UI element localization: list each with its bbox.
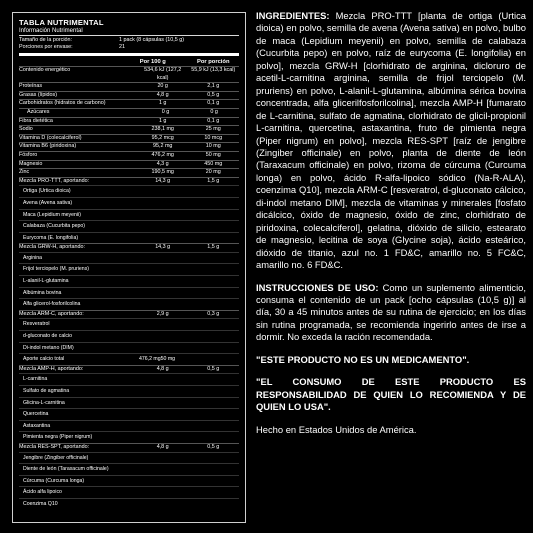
nutrient-name: Azúcares (27, 108, 50, 115)
blend-component: Glicina-L-carnitina (19, 397, 239, 409)
nutrient-name: Vitamina D (colecalciferol) (19, 134, 82, 141)
blend-name: Mezcla AMP-H, aportando: (19, 365, 84, 372)
nutrient-per100: 190,5 mg (151, 169, 174, 176)
blend-component: Maca (Lepidium meyenii) (19, 209, 239, 221)
nutrient-name: Contenido energético (19, 67, 71, 73)
blend-row (19, 243, 239, 252)
blend-component: Cúrcuma (Curcuma longa) (19, 475, 239, 487)
blend-component: d-gluconato de calcio (19, 330, 239, 342)
blend-component: L-carnitina (19, 373, 239, 385)
blend-component: Resveratrol (19, 318, 239, 330)
nutrient-name: Carbohidratos (hidratos de carbono) (19, 100, 106, 107)
blend-perserving: 0,5 g (207, 443, 220, 450)
blend-component (19, 353, 239, 365)
blend-name: Mezcla RES-SPT, aportando: (19, 443, 90, 450)
nutrient-row (19, 108, 239, 117)
blend-row (19, 365, 239, 374)
blend-component: Ortiga (Urtica dioica) (19, 185, 239, 197)
nutrient-per100: 4,8 g (156, 91, 169, 98)
nutrient-per100: 534,6 kJ (127,2 kcal) (144, 67, 182, 81)
servings-value: 21 (119, 44, 125, 50)
col-perserving-header: Por porción (196, 59, 230, 65)
blend-rows (19, 177, 239, 510)
blend-component: Eurycoma (E. longifolia) (19, 232, 239, 244)
table-title: TABLA NUTRIMENTAL (19, 18, 104, 27)
blend-row (19, 177, 239, 186)
nutrient-name: Magnesio (19, 160, 43, 167)
nutrient-row (19, 168, 239, 177)
ingredients-paragraph (256, 10, 526, 272)
blend-component: Di-indol metano (DIM) (19, 342, 239, 354)
blend-component: Ácido alfa lipoico (19, 486, 239, 498)
calcium-per100: 476,2 mg (139, 356, 161, 363)
blend-component: Arginina (19, 252, 239, 264)
usage-text: Como un suplemento alimenticio, consuma el contenido de un pack [ocho cápsulas (10,5 g)] al día, 30 a 45 minutos antes de su rutina de ejercicio; en los días sin rutina programada, se recomienda ingerirlo antes de irse a dormir. No exceda la ración recomendada. (256, 281, 527, 343)
blend-row (19, 443, 239, 452)
nutrient-perserving: 450 mg (204, 160, 223, 167)
usage-paragraph (256, 282, 526, 344)
nutrient-row (19, 82, 239, 91)
nutrition-table (12, 12, 246, 523)
blend-component: Avena (Avena sativa) (19, 197, 239, 209)
serving-size-value: 1 pack (8 cápsulas (10,5 g) (119, 37, 185, 43)
servings-label: Porciones por envase: (19, 44, 73, 50)
nutrient-perserving: 50 mg (205, 151, 221, 158)
blend-component: Astaxantina (19, 420, 239, 432)
nutrient-perserving: 10 mcg (204, 134, 223, 141)
blend-component: L-alanil-L-glutamina (19, 275, 239, 287)
label-text-column (256, 10, 526, 446)
nutrient-perserving: 20 mg (205, 169, 221, 176)
blend-name: Mezcla ARM-C, aportando: (19, 310, 84, 317)
nutrient-perserving: 0,1 g (207, 117, 220, 124)
nutrient-rows (19, 66, 239, 177)
serving-size-label: Tamaño de la porción: (19, 37, 73, 43)
blend-component: Coenzima Q10 (19, 498, 239, 510)
nutrient-per100: 95,2 mg (152, 143, 173, 150)
blend-per100: 14,3 g (155, 177, 171, 184)
ingredients-text: Mezcla PRO-TTT [planta de ortiga (Urtica dioica) en polvo, semilla de avena (Avena sativa) en polvo, bulbo de maca (Lepidium meyenii) en polvo, semilla de calabaza (Cucurbita pepo) en polvo, raíz de eurycoma (E. longifolia) en polvo], mezcla GRW-H [clorhidrato de arginina, dicloruro de acetil-L-carnitina arginina, semilla de frijol terciopelo (M. pruriens) en polvo, L-alanil-L-glutamina, albúmina sérica bovina concentrada, alfa glicerilfosforilcolina], mezcla AMP-H [fumarato de L-carnitina, sulfato de agmatina, clorhidrato de glicil-propionil L-carnitina, quercetina, astaxantina, fruto de pimienta negra (Piper nigrum) en polvo], mezcla RES-SPT [raíz de jengibre (Zingiber officinale) en polvo, planta de diente de león (Taraxacum officinale) en polvo, rizoma de cúrcuma (Curcuma longa) en polvo, ácido R-alfa-lipoico sódico (Na-R-ALA), coenzima Q10], mezcla ARM-C [resveratrol, d-gluconato cálcico, di-indol metano DIM], mezcla de vitaminas y minerales [fosfato dicálcico, óxido de magnesio, óxido de zinc, clorhidrato de piridoxina, colecalciferol], gelatina, dióxido de silicio, estearato de magnesio, lecitina de soya (Glycine soja), ácido esteárico, dióxido de titanio, azul no. 1 FD&C, amarillo no. 5 FC&C, amarillo no. 6 FD&C. (256, 10, 526, 271)
nutrient-perserving: 25 mg (205, 126, 221, 133)
warning-responsibility: "EL CONSUMO DE ESTE PRODUCTO ES RESPONSABILIDAD DE QUIEN LO RECOMIENDA Y DE QUIEN LO USA". (256, 376, 526, 413)
blend-per100: 14,3 g (155, 244, 171, 251)
blend-component: Quercetina (19, 408, 239, 420)
nutrient-name: Fósforo (19, 151, 38, 158)
nutrient-per100: 238,1 mg (151, 126, 174, 133)
nutrient-row (19, 151, 239, 160)
nutrient-per100: 0 g (161, 108, 170, 115)
nutrient-row (19, 117, 239, 126)
usage-label: INSTRUCCIONES DE USO: (256, 281, 379, 293)
blend-perserving: 1,5 g (207, 177, 220, 184)
nutrient-name: Fibra dietética (19, 117, 53, 124)
servings-row (19, 44, 239, 51)
blend-component: Diente de león (Taraxacum officinale) (19, 463, 239, 475)
nutrient-per100: 1 g (158, 100, 167, 107)
calcium-perserving: 50 mg (160, 356, 176, 363)
nutrient-perserving: 0,5 g (207, 91, 220, 98)
nutrient-name: Zinc (19, 169, 30, 176)
nutrient-perserving: 55,9 kJ (13,3 kcal) (191, 67, 236, 73)
blend-perserving: 0,5 g (207, 365, 220, 372)
nutrient-per100: 20 g (157, 83, 168, 90)
nutrient-name: Vitamina B6 (piridoxina) (19, 143, 77, 150)
nutrient-row (19, 160, 239, 169)
warning-not-medicine: "ESTE PRODUCTO NO ES UN MEDICAMENTO". (256, 353, 470, 365)
blend-name: Mezcla GRW-H, aportando: (19, 244, 86, 251)
blend-component: Alfa glicerol-fosforilcolina (19, 298, 239, 310)
nutrient-row (19, 66, 239, 82)
nutrient-per100: 95,2 mcg (151, 134, 174, 141)
made-in: Hecho en Estados Unidos de América. (256, 423, 417, 435)
nutrient-row (19, 134, 239, 143)
blend-row (19, 310, 239, 319)
blend-component: Sulfato de agmatina (19, 385, 239, 397)
nutrient-row (19, 99, 239, 108)
blend-component: Albúmina bovina (19, 287, 239, 299)
blend-component-name: Aporte calcio total (23, 356, 65, 363)
column-headers (19, 59, 239, 65)
blend-name: Mezcla PRO-TTT, aportando: (19, 177, 90, 184)
col-per100-header: Por 100 g (139, 59, 166, 65)
nutrient-row (19, 142, 239, 151)
nutrient-perserving: 2,1 g (207, 83, 220, 90)
nutrient-per100: 476,2 mg (151, 151, 174, 158)
nutrient-perserving: 0 g (210, 108, 218, 115)
nutrient-name: Sodio (19, 126, 33, 133)
blend-per100: 2,9 g (156, 310, 169, 317)
nutrient-perserving: 10 mg (205, 143, 221, 150)
blend-perserving: 1,5 g (207, 244, 220, 251)
thick-divider (19, 53, 239, 56)
nutrient-name: Grasas (lípidos) (19, 91, 58, 98)
nutrient-row (19, 125, 239, 134)
nutrient-name: Proteínas (19, 83, 43, 90)
nutrient-per100: 1 g (158, 117, 167, 124)
blend-component: Pimienta negra (Piper nigrum) (19, 431, 239, 443)
blend-component: Calabaza (Cucurbita pepo) (19, 220, 239, 232)
blend-component: Frijol terciopelo (M. pruriens) (19, 263, 239, 275)
nutrient-row (19, 91, 239, 100)
table-subtitle: Información Nutrimental (19, 28, 83, 34)
blend-perserving: 0,3 g (207, 310, 220, 317)
ingredients-label: INGREDIENTES: (256, 10, 330, 21)
nutrient-perserving: 0,1 g (207, 100, 220, 107)
nutrient-per100: 4,3 g (156, 160, 169, 167)
blend-per100: 4,8 g (156, 365, 169, 372)
blend-component: Jengibre (Zingiber officinale) (19, 452, 239, 464)
blend-per100: 4,8 g (156, 443, 169, 450)
serving-size-row (19, 37, 239, 44)
divider (19, 35, 239, 36)
